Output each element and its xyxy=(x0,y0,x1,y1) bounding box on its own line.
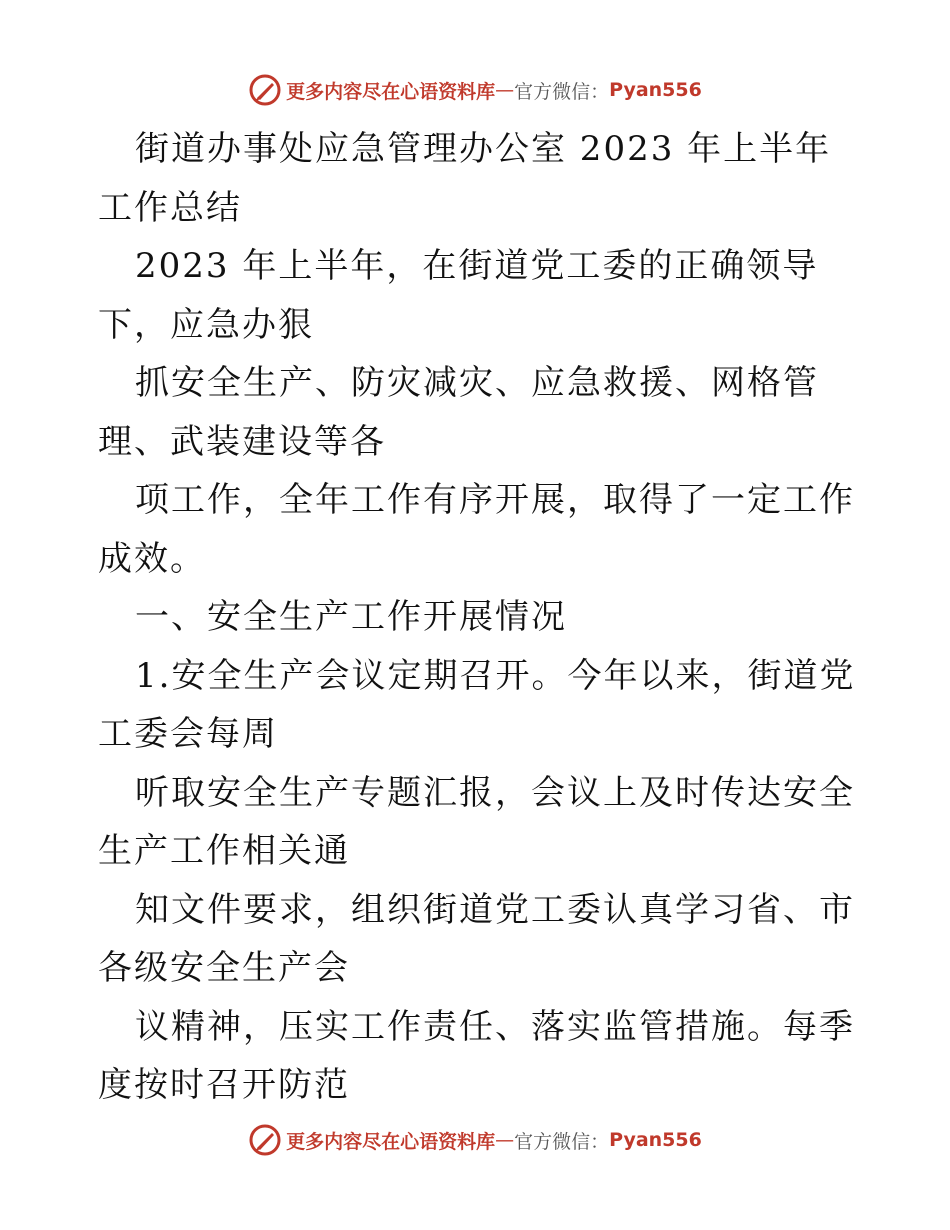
header-watermark xyxy=(0,70,950,110)
paragraph: 项工作，全年工作有序开展，取得了一定工作成效。 xyxy=(98,480,855,579)
paragraph: 1.安全生产会议定期召开。今年以来，街道党工委会每周 xyxy=(98,655,856,754)
paragraph: 议精神，压实工作责任、落实监管措施。每季度按时召开防范 xyxy=(98,1006,855,1105)
paragraph: 抓安全生产、防灾减灾、应急救援、网格管理、武装建设等各 xyxy=(98,363,819,462)
footer-watermark xyxy=(0,1120,950,1160)
watermark-label: 官方微信： xyxy=(514,80,610,103)
quill-pen-circle-icon xyxy=(248,1123,282,1157)
watermark-account: Pyan556 xyxy=(609,1129,702,1151)
watermark-account: Pyan556 xyxy=(609,79,702,101)
document-body xyxy=(98,120,858,1115)
section-heading: 一、安全生产工作开展情况 xyxy=(135,597,567,637)
paragraph: 2023 年上半年，在街道党工委的正确领导下，应急办狠 xyxy=(98,246,819,345)
document-title: 街道办事处应急管理办公室 2023 年上半年工作总结 xyxy=(98,129,832,228)
watermark-separator: — xyxy=(495,79,515,101)
quill-pen-circle-icon xyxy=(248,73,282,107)
paragraph: 知文件要求，组织街道党工委认真学习省、市各级安全生产会 xyxy=(98,889,855,988)
watermark-brand: 更多内容尽在心语资料库 xyxy=(286,1130,496,1153)
watermark-label: 官方微信： xyxy=(514,1130,610,1153)
watermark-separator: — xyxy=(495,1129,515,1151)
paragraph: 听取安全生产专题汇报，会议上及时传达安全生产工作相关通 xyxy=(98,772,855,871)
watermark-brand: 更多内容尽在心语资料库 xyxy=(286,80,496,103)
